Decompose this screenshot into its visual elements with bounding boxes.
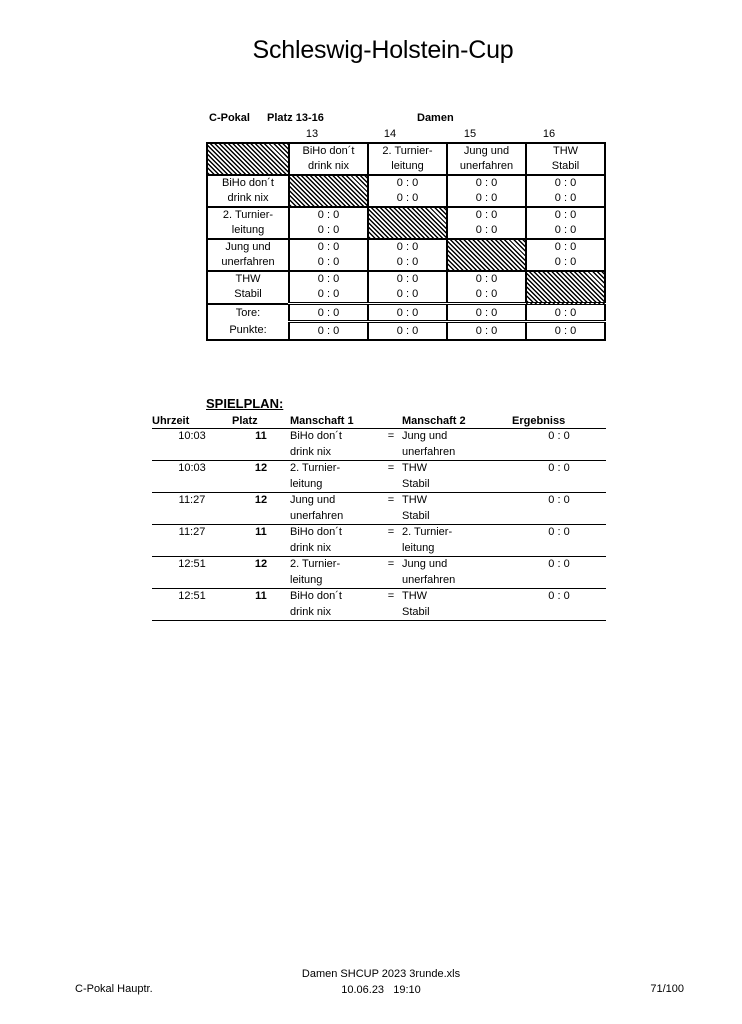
team-name-line: 2. Turnier-	[222, 209, 274, 221]
column-team	[447, 143, 526, 175]
score-cell	[526, 175, 605, 207]
corner-hatch	[207, 143, 289, 175]
score-value: 0 : 0	[475, 177, 498, 189]
game-result: 0 : 0	[512, 461, 606, 493]
team-name-line: Jung und	[290, 494, 336, 506]
score-value: 0 : 0	[317, 241, 340, 253]
team-name-line: Stabil	[551, 160, 580, 172]
punkte-value: 0 : 0	[289, 322, 368, 340]
game-team2	[402, 589, 512, 621]
table-row	[152, 557, 606, 589]
score-value: 0 : 0	[475, 192, 498, 204]
team-name-line: THW	[235, 273, 261, 286]
row-team	[207, 239, 289, 271]
punkte-value: 0 : 0	[447, 322, 526, 340]
column-number: 13	[305, 128, 319, 140]
punkte-value: 0 : 0	[368, 322, 447, 340]
tore-value: 0 : 0	[289, 304, 368, 322]
team-name-line: unerfahren	[221, 256, 275, 268]
game-result: 0 : 0	[512, 429, 606, 461]
header-platz: Platz	[232, 413, 290, 429]
game-eq: =	[380, 429, 402, 461]
table-row	[152, 461, 606, 493]
score-cell	[289, 271, 368, 304]
team-name-line: THW	[552, 145, 579, 157]
tore-row	[207, 304, 605, 322]
score-cell	[526, 207, 605, 239]
score-value: 0 : 0	[396, 192, 419, 204]
game-time: 11:27	[152, 493, 232, 525]
row-team	[207, 271, 289, 304]
game-time: 11:27	[152, 525, 232, 557]
cross-row	[207, 271, 605, 304]
game-eq: =	[380, 461, 402, 493]
diagonal-hatch	[368, 207, 447, 239]
column-team	[289, 143, 368, 175]
team-name-line: Jung und	[463, 145, 510, 157]
team-name-line: Stabil	[402, 477, 430, 490]
team-name-line: unerfahren	[290, 509, 344, 522]
team-name-line: 2. Turnier-	[290, 462, 341, 474]
footer-datetime: 10.06.23 19:10	[341, 984, 421, 996]
score-value: 0 : 0	[554, 241, 577, 253]
game-time: 12:51	[152, 589, 232, 621]
game-team1	[290, 525, 380, 557]
cross-header-row	[207, 143, 605, 175]
game-platz: 12	[232, 557, 290, 589]
cross-row	[207, 175, 605, 207]
punkte-value: 0 : 0	[526, 322, 605, 340]
diagonal-hatch	[526, 271, 605, 304]
game-team1	[290, 557, 380, 589]
schedule-table	[152, 413, 606, 621]
diagonal-hatch	[289, 175, 368, 207]
page-number: 71/100	[650, 983, 684, 995]
team-name-line: drink nix	[227, 192, 269, 204]
game-team2	[402, 461, 512, 493]
schedule-title: SPIELPLAN:	[206, 396, 284, 411]
team-name-line: drink nix	[290, 541, 331, 554]
places-label: Platz 13-16	[267, 112, 324, 124]
team-name-line: BiHo don´t	[290, 590, 342, 602]
team-name-line: Jung und	[402, 430, 448, 442]
team-name-line: drink nix	[308, 160, 349, 172]
team-name-line: 2. Turnier-	[402, 526, 453, 538]
team-name-line: leitung	[402, 541, 435, 554]
game-platz: 11	[232, 429, 290, 461]
score-value: 0 : 0	[554, 209, 577, 221]
column-team	[368, 143, 447, 175]
page-title: Schleswig-Holstein-Cup	[252, 36, 514, 64]
score-value: 0 : 0	[317, 209, 340, 221]
team-name-line: leitung	[290, 573, 323, 586]
team-name-line: drink nix	[290, 445, 331, 458]
score-value: 0 : 0	[396, 241, 419, 253]
table-row	[152, 493, 606, 525]
game-team2	[402, 429, 512, 461]
team-name-line: Stabil	[234, 288, 262, 301]
game-result: 0 : 0	[512, 525, 606, 557]
column-number: 16	[542, 128, 556, 140]
table-row	[152, 589, 606, 621]
team-name-line: unerfahren	[402, 445, 456, 458]
game-result: 0 : 0	[512, 493, 606, 525]
score-cell	[368, 175, 447, 207]
score-value: 0 : 0	[396, 273, 419, 285]
team-name-line: THW	[402, 494, 428, 506]
game-eq: =	[380, 493, 402, 525]
column-team	[526, 143, 605, 175]
game-team1	[290, 589, 380, 621]
team-name-line: BiHo don´t	[290, 526, 342, 538]
score-cell	[368, 271, 447, 304]
team-name-line: BiHo don´t	[290, 430, 342, 442]
game-team1	[290, 461, 380, 493]
game-platz: 11	[232, 525, 290, 557]
team-name-line: 2. Turnier-	[290, 558, 341, 570]
header-time: Uhrzeit	[152, 413, 232, 429]
competition-label: C-Pokal	[209, 112, 250, 124]
score-value: 0 : 0	[475, 288, 498, 300]
team-name-line: THW	[402, 590, 428, 602]
score-value: 0 : 0	[554, 177, 577, 189]
team-name-line: Jung und	[225, 241, 271, 253]
team-name-line: 2. Turnier-	[382, 145, 433, 157]
cross-table	[206, 142, 606, 341]
tore-value: 0 : 0	[368, 304, 447, 322]
team-name-line: Stabil	[402, 509, 430, 522]
score-cell	[447, 207, 526, 239]
score-value: 0 : 0	[475, 209, 498, 221]
score-value: 0 : 0	[317, 256, 340, 268]
team-name-line: leitung	[290, 477, 323, 490]
score-value: 0 : 0	[317, 288, 340, 300]
game-team1	[290, 493, 380, 525]
score-value: 0 : 0	[396, 256, 419, 268]
header-team2: Manschaft 2	[402, 413, 512, 429]
team-name-line: Jung und	[402, 558, 448, 570]
footer-file: Damen SHCUP 2023 3runde.xls	[301, 968, 461, 980]
team-name-line: THW	[402, 462, 428, 474]
table-row	[152, 429, 606, 461]
score-value: 0 : 0	[317, 273, 340, 285]
tore-value: 0 : 0	[447, 304, 526, 322]
game-time: 12:51	[152, 557, 232, 589]
score-cell	[447, 175, 526, 207]
game-time: 10:03	[152, 461, 232, 493]
cross-row	[207, 239, 605, 271]
score-value: 0 : 0	[396, 288, 419, 300]
game-platz: 12	[232, 461, 290, 493]
game-platz: 11	[232, 589, 290, 621]
game-time: 10:03	[152, 429, 232, 461]
category-label: Damen	[417, 112, 454, 124]
row-team	[207, 175, 289, 207]
game-eq: =	[380, 557, 402, 589]
score-value: 0 : 0	[475, 224, 498, 236]
game-platz: 12	[232, 493, 290, 525]
game-team2	[402, 557, 512, 589]
diagonal-hatch	[447, 239, 526, 271]
score-cell	[289, 207, 368, 239]
column-number: 14	[383, 128, 397, 140]
punkte-label: Punkte:	[207, 322, 289, 340]
score-cell	[447, 271, 526, 304]
game-team2	[402, 493, 512, 525]
schedule-header-row	[152, 413, 606, 429]
team-name-line: leitung	[231, 224, 265, 236]
header-result: Ergebniss	[512, 413, 606, 429]
tore-value: 0 : 0	[526, 304, 605, 322]
score-value: 0 : 0	[554, 256, 577, 268]
score-cell	[289, 239, 368, 271]
header-eq	[380, 413, 402, 429]
score-cell	[368, 239, 447, 271]
game-team2	[402, 525, 512, 557]
game-team1	[290, 429, 380, 461]
table-row	[152, 525, 606, 557]
score-value: 0 : 0	[396, 177, 419, 189]
score-cell	[526, 239, 605, 271]
game-eq: =	[380, 525, 402, 557]
team-name-line: unerfahren	[402, 573, 456, 586]
team-name-line: BiHo don´t	[222, 177, 274, 189]
row-team	[207, 207, 289, 239]
team-name-line: unerfahren	[459, 160, 514, 172]
score-value: 0 : 0	[554, 192, 577, 204]
score-value: 0 : 0	[475, 273, 498, 285]
team-name-line: BiHo don´t	[302, 145, 355, 157]
team-name-line: drink nix	[290, 605, 331, 618]
tore-label: Tore:	[207, 304, 289, 322]
column-number: 15	[463, 128, 477, 140]
cross-row	[207, 207, 605, 239]
score-value: 0 : 0	[317, 224, 340, 236]
game-eq: =	[380, 589, 402, 621]
team-name-line: Stabil	[402, 605, 430, 618]
footer-left: C-Pokal Hauptr.	[75, 983, 153, 995]
team-name-line: leitung	[391, 160, 424, 172]
score-value: 0 : 0	[554, 224, 577, 236]
game-result: 0 : 0	[512, 589, 606, 621]
punkte-row	[207, 322, 605, 340]
header-team1: Manschaft 1	[290, 413, 380, 429]
game-result: 0 : 0	[512, 557, 606, 589]
